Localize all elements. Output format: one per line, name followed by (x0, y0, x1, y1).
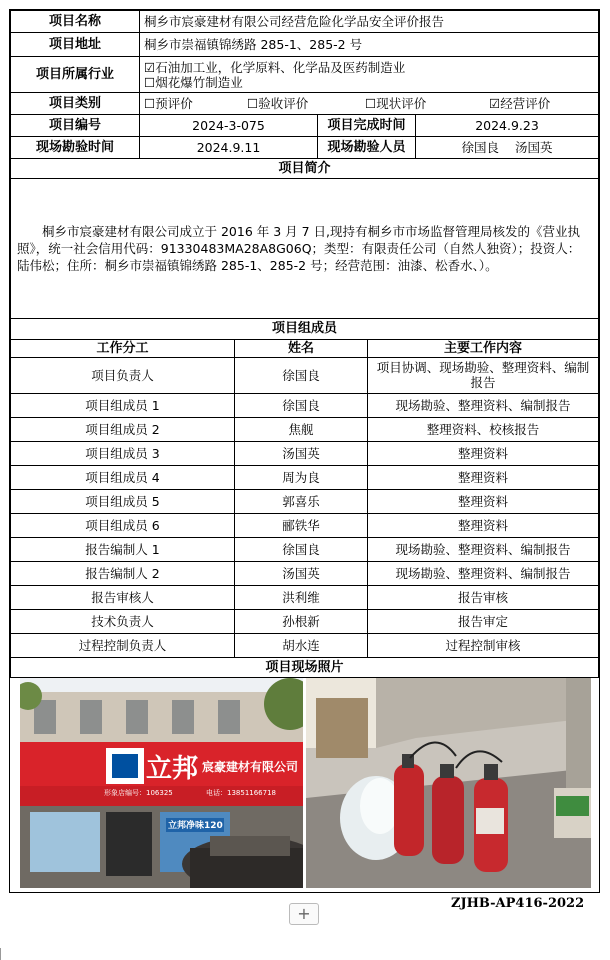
category-acceptance-evaluation-checkbox[interactable]: ☐验收评价 (247, 96, 309, 111)
member-work: 整理资料、校核报告 (368, 417, 599, 441)
project-category-value (140, 93, 599, 115)
member-role: 报告编制人 1 (11, 537, 235, 561)
finish-time-value: 2024.9.23 (416, 115, 599, 137)
member-name: 徐国良 (235, 393, 368, 417)
project-name-label: 项目名称 (11, 11, 140, 33)
member-role: 项目负责人 (11, 357, 235, 393)
member-work: 现场勘验、整理资料、编制报告 (368, 537, 599, 561)
site-photos (10, 678, 599, 892)
add-button[interactable]: + (289, 903, 319, 925)
member-work: 整理资料 (368, 465, 599, 489)
project-industry-value (140, 57, 599, 93)
member-role: 项目组成员 2 (11, 417, 235, 441)
sign-company: 宸豪建材有限公司 (202, 759, 299, 774)
project-category-label: 项目类别 (11, 93, 140, 115)
table-row (11, 585, 599, 609)
page-edge-mark (0, 948, 1, 960)
project-address-value: 桐乡市崇福镇锦绣路 285-1、285-2 号 (140, 33, 599, 57)
member-work: 报告审定 (368, 609, 599, 633)
member-work: 现场勘验、整理资料、编制报告 (368, 393, 599, 417)
finish-time-label: 项目完成时间 (318, 115, 416, 137)
member-role: 项目组成员 1 (11, 393, 235, 417)
industry-option-petrochemical[interactable]: ☑石油加工业，化学原料、化学品及医药制造业 (144, 59, 406, 75)
member-name: 胡水连 (235, 633, 368, 657)
table-row (11, 561, 599, 585)
member-name: 郦铁华 (235, 513, 368, 537)
member-work: 过程控制审核 (368, 633, 599, 657)
category-operation-evaluation-checkbox[interactable]: ☑经营评价 (489, 96, 551, 111)
member-work: 整理资料 (368, 489, 599, 513)
table-row (11, 393, 599, 417)
category-pre-evaluation-checkbox[interactable]: ☐预评价 (144, 96, 193, 111)
storefront-photo (20, 678, 303, 888)
report-sheet (9, 9, 600, 893)
member-work: 整理资料 (368, 513, 599, 537)
member-work: 报告审核 (368, 585, 599, 609)
member-work: 项目协调、现场勘验、整理资料、编制报告 (368, 357, 599, 393)
members-header-role: 工作分工 (11, 339, 235, 357)
member-role: 报告编制人 2 (11, 561, 235, 585)
member-name: 洪利维 (235, 585, 368, 609)
members-table (10, 319, 599, 678)
survey-time-value: 2024.9.11 (140, 137, 318, 159)
project-info-table (10, 10, 599, 319)
extinguisher-photo (306, 678, 591, 888)
member-role: 项目组成员 3 (11, 441, 235, 465)
sign-phone: 电话：13851166718 (206, 788, 276, 797)
industry-option-fireworks[interactable]: ☐烟花爆竹制造业 (144, 74, 243, 90)
table-row (11, 513, 599, 537)
member-role: 项目组成员 5 (11, 489, 235, 513)
members-title: 项目组成员 (11, 319, 599, 339)
survey-people-value: 徐国良 汤国英 (416, 137, 599, 159)
member-name: 徐国良 (235, 357, 368, 393)
member-role: 技术负责人 (11, 609, 235, 633)
table-row (11, 357, 599, 393)
table-row (11, 465, 599, 489)
project-name-value: 桐乡市宸豪建材有限公司经营危险化学品安全评价报告 (140, 11, 599, 33)
member-role: 项目组成员 4 (11, 465, 235, 489)
survey-time-label: 现场勘验时间 (11, 137, 140, 159)
sign-store-number: 形象店编号：106325 (104, 788, 173, 797)
member-name: 郭喜乐 (235, 489, 368, 513)
member-work: 现场勘验、整理资料、编制报告 (368, 561, 599, 585)
member-name: 汤国英 (235, 561, 368, 585)
member-name: 汤国英 (235, 441, 368, 465)
member-role: 报告审核人 (11, 585, 235, 609)
table-row (11, 441, 599, 465)
table-row (11, 633, 599, 657)
photos-title: 项目现场照片 (11, 657, 599, 677)
member-name: 焦舰 (235, 417, 368, 441)
member-role: 项目组成员 6 (11, 513, 235, 537)
members-header-name: 姓名 (235, 339, 368, 357)
survey-people-label: 现场勘验人员 (318, 137, 416, 159)
member-name: 徐国良 (235, 537, 368, 561)
document-code: ZJHB-AP416-2022 (451, 896, 585, 911)
table-row (11, 537, 599, 561)
project-number-label: 项目编号 (11, 115, 140, 137)
member-role: 过程控制负责人 (11, 633, 235, 657)
member-name: 周为良 (235, 465, 368, 489)
project-address-label: 项目地址 (11, 33, 140, 57)
intro-text: 桐乡市宸豪建材有限公司成立于 2016 年 3 月 7 日,现持有桐乡市市场监督管理局核发的《营业执照》，统一社会信用代码：91330483MA28A8G06Q；类型：有限责任公司（自然人独资）；投资人：陆伟松；住所：桐乡市崇福镇锦绣路 285-1、285-2 号；经营范围：油漆、松香水、）。 (11, 179, 599, 319)
members-header-work: 主要工作内容 (368, 339, 599, 357)
intro-title: 项目简介 (11, 159, 599, 179)
category-status-evaluation-checkbox[interactable]: ☐现状评价 (365, 96, 427, 111)
sign-brand: 立邦 (146, 753, 199, 784)
member-work: 整理资料 (368, 441, 599, 465)
sign-banner: 立邦净味120 (168, 820, 223, 831)
table-row (11, 417, 599, 441)
project-industry-label: 项目所属行业 (11, 57, 140, 93)
member-name: 孙根新 (235, 609, 368, 633)
table-row (11, 609, 599, 633)
table-row (11, 489, 599, 513)
project-number-value: 2024-3-075 (140, 115, 318, 137)
